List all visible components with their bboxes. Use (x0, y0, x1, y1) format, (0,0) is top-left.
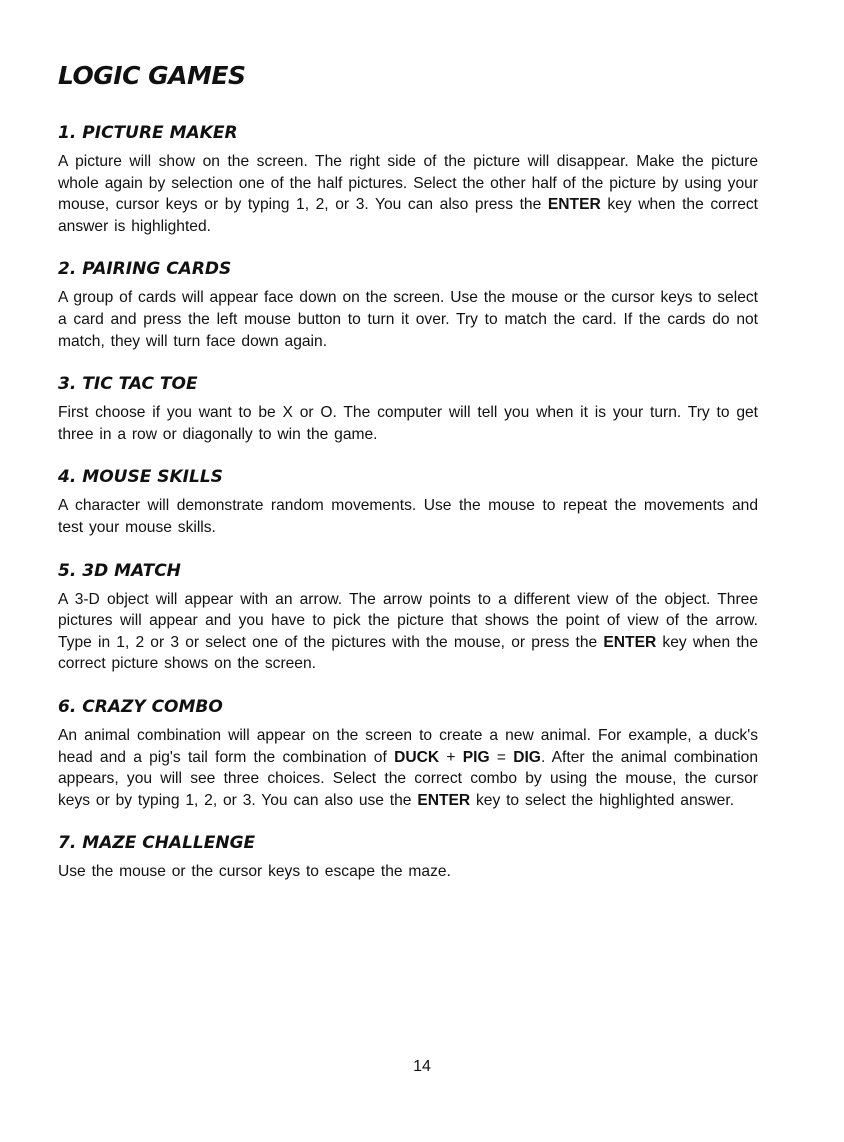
section-title: CRAZY COMBO (82, 696, 223, 717)
section-heading (58, 831, 758, 855)
section-picture-maker (58, 121, 758, 237)
section-number: 3. (58, 374, 77, 395)
section-heading (58, 121, 758, 145)
section-crazy-combo (58, 695, 758, 811)
section-number: 7. (58, 833, 77, 854)
body-text: = (489, 748, 514, 766)
section-heading (58, 695, 758, 719)
combo-word-dig: DIG (513, 748, 541, 766)
page-title: LOGIC GAMES (58, 61, 246, 90)
section-body (58, 495, 758, 538)
section-body (58, 287, 758, 352)
key-name-enter: ENTER (603, 633, 657, 651)
combo-word-duck: DUCK (394, 748, 440, 766)
key-name-enter: ENTER (547, 196, 601, 214)
section-heading (58, 559, 758, 583)
section-3d-match (58, 559, 758, 675)
section-heading (58, 372, 758, 396)
body-text: An animal combination will appear on the screen to create a new animal. For example, a duck's head and a pig's tail form the combination of (58, 726, 758, 766)
section-title: 3D MATCH (82, 560, 181, 581)
body-text: . After the animal combination appears, you will see three choices. Select the correct combo by using the mouse, the cursor keys or by typing 1, 2, or 3. You can also use the (58, 748, 759, 809)
section-mouse-skills (58, 465, 758, 538)
section-title: TIC TAC TOE (82, 374, 198, 395)
page-number: 14 (413, 1058, 431, 1075)
section-number: 2. (58, 259, 77, 280)
section-tic-tac-toe (58, 372, 758, 445)
section-title: MOUSE SKILLS (82, 467, 223, 488)
body-text: key when the correct answer is highlighted. (58, 196, 758, 235)
section-number: 1. (58, 123, 77, 143)
section-body (58, 589, 758, 675)
key-name-enter: ENTER (417, 791, 471, 809)
section-body (58, 402, 758, 445)
section-pairing-cards (58, 257, 758, 352)
body-text: A character will demonstrate random movements. Use the mouse to repeat the movements and test your mouse skills. (58, 497, 758, 536)
body-text: key when the correct picture shows on the screen. (58, 633, 758, 673)
section-number: 5. (58, 560, 77, 581)
section-body (58, 151, 758, 237)
section-heading (58, 257, 758, 281)
section-title: MAZE CHALLENGE (82, 833, 256, 854)
section-title: PICTURE MAKER (82, 123, 238, 143)
section-title: PAIRING CARDS (82, 259, 232, 280)
section-body (58, 725, 758, 811)
body-text: A 3-D object will appear with an arrow. The arrow points to a different view of the object. Three pictures will appear and you have to pick the picture that shows the point of view of the arrow. Type in 1, 2 or 3 or select one of the pictures with the mouse, or press the (58, 590, 758, 651)
body-text: + (439, 748, 463, 766)
combo-word-pig: PIG (462, 748, 490, 766)
body-text: Use the mouse or the cursor keys to escape the maze. (58, 863, 451, 881)
section-maze-challenge (58, 831, 758, 883)
section-heading (58, 465, 758, 489)
body-text: A group of cards will appear face down on the screen. Use the mouse or the cursor keys to select a card and press the left mouse button to turn it over. Try to match the card. If the cards do not match, they will turn face down again. (58, 289, 758, 350)
body-text: First choose if you want to be X or O. The computer will tell you when it is your turn. Try to get three in a row or diagonally to win the game. (58, 404, 758, 443)
body-text: A picture will show on the screen. The right side of the picture will disappear. Make the picture whole again by selection one of the half pictures. Select the other half of the picture by using your mouse, cursor keys or by typing 1, 2, or 3. You can also press the (58, 153, 758, 214)
body-text: key to select the highlighted answer. (470, 791, 735, 809)
section-number: 6. (58, 696, 77, 717)
manual-page (58, 58, 758, 903)
section-body (58, 861, 758, 883)
section-number: 4. (58, 467, 77, 488)
